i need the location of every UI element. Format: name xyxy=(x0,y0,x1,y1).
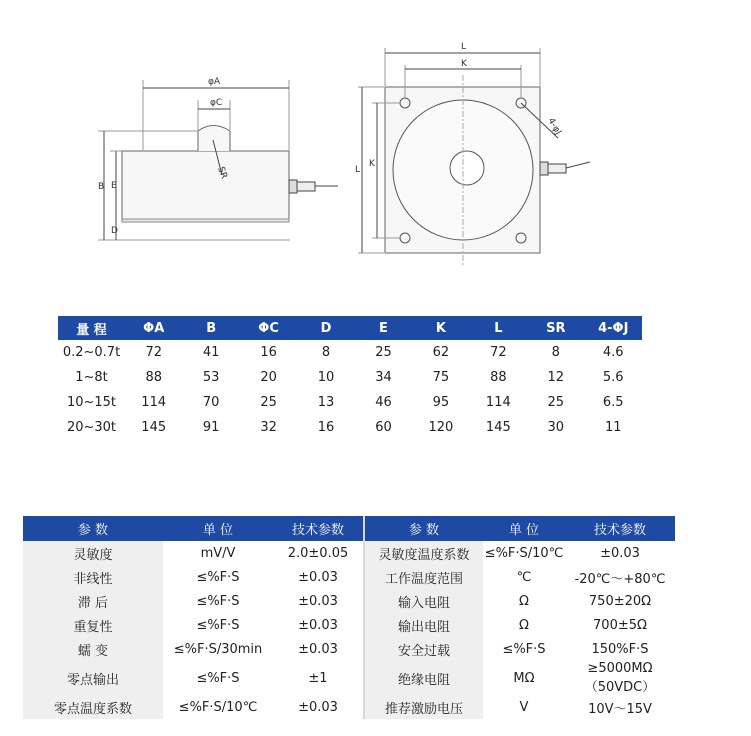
unit-cell: V xyxy=(483,695,565,719)
unit-cell: MΩ xyxy=(483,661,565,695)
header-unit-left: 单 位 xyxy=(163,516,273,541)
dim-label-d: D xyxy=(111,226,118,236)
value-cell: ±0.03 xyxy=(273,637,363,661)
unit-cell: mV/V xyxy=(163,541,273,565)
param-label: 输出电阻 xyxy=(365,613,483,637)
dim-label-hole: 4-φJ xyxy=(545,116,563,137)
dim-label-b: B xyxy=(98,182,105,192)
param-label: 输入电阻 xyxy=(365,589,483,613)
value-cell: ≥5000MΩ（50VDC） xyxy=(565,661,675,695)
value-cell: ±0.03 xyxy=(565,541,675,565)
table-row xyxy=(58,365,642,390)
unit-cell: ≤%F·S xyxy=(163,565,273,589)
header-value-right: 技术参数 xyxy=(565,516,675,541)
cell: 95 xyxy=(432,395,450,410)
cell: 70 xyxy=(202,395,220,410)
table-row xyxy=(23,541,675,565)
cell: 72 xyxy=(145,345,162,360)
cell: 145 xyxy=(485,420,511,435)
header-phi-c: ΦC xyxy=(240,316,297,340)
header-param-right: 参 数 xyxy=(365,516,483,541)
cell: 25 xyxy=(547,395,565,410)
header-b: B xyxy=(182,316,239,340)
unit-cell: Ω xyxy=(483,589,565,613)
dim-label-k-side: K xyxy=(369,159,375,169)
cell: 114 xyxy=(485,395,511,410)
dim-label-k-top: K xyxy=(461,59,467,69)
value-cell: 700±5Ω xyxy=(565,613,675,637)
value-cell: ±1 xyxy=(273,661,363,695)
table-row xyxy=(58,415,642,440)
value-cell: 10V～15V xyxy=(565,695,675,719)
table-row xyxy=(23,695,675,719)
cell: 16 xyxy=(260,345,277,360)
value-cell: -20℃～+80℃ xyxy=(565,565,675,589)
cell: 25 xyxy=(260,395,277,410)
table-row xyxy=(58,340,642,365)
header-hole: 4-ΦJ xyxy=(585,316,643,340)
unit-cell: Ω xyxy=(483,613,565,637)
dim-label-phi-c: φC xyxy=(210,98,223,108)
cell: 53 xyxy=(202,370,220,385)
cell: 32 xyxy=(260,420,277,435)
table-row xyxy=(58,390,642,415)
cell: 16 xyxy=(317,420,335,435)
cell: 75 xyxy=(432,370,450,385)
header-phi-a: ΦA xyxy=(125,316,182,340)
table-header-row xyxy=(23,516,675,541)
param-label: 非线性 xyxy=(23,565,163,589)
unit-cell: ≤%F·S/10℃ xyxy=(163,695,273,719)
cell: 11 xyxy=(604,420,622,435)
cell: 1~8t xyxy=(75,370,108,385)
cell: 8 xyxy=(321,345,331,360)
cell: 91 xyxy=(202,420,220,435)
cell: 10~15t xyxy=(66,395,117,410)
value-cell: 750±20Ω xyxy=(565,589,675,613)
param-label: 推荐激励电压 xyxy=(365,695,483,719)
cell: 20 xyxy=(260,370,277,385)
dimensions-table xyxy=(58,316,642,440)
table-header-row xyxy=(58,316,642,340)
unit-cell: ≤%F·S xyxy=(163,661,273,695)
cell: 8 xyxy=(551,345,560,360)
cell: 88 xyxy=(490,370,507,385)
unit-cell: ≤%F·S/30min xyxy=(163,637,273,661)
value-cell: ±0.03 xyxy=(273,695,363,719)
param-label: 灵敏度温度系数 xyxy=(365,541,483,565)
cell: 4.6 xyxy=(602,345,624,360)
cell: 88 xyxy=(145,370,162,385)
value-cell: 150%F·S xyxy=(565,637,675,661)
cell: 62 xyxy=(432,345,450,360)
param-label: 灵敏度 xyxy=(23,541,163,565)
header-range: 量 程 xyxy=(58,316,125,340)
unit-cell: ℃ xyxy=(483,565,565,589)
dim-label-sr: SR xyxy=(215,165,229,181)
unit-cell: ≤%F·S xyxy=(163,613,273,637)
header-sr: SR xyxy=(527,316,584,340)
value-cell: ±0.03 xyxy=(273,565,363,589)
dim-label-l-side: L xyxy=(355,165,361,175)
table-row xyxy=(23,637,675,661)
cell: 120 xyxy=(428,420,454,435)
cell: 72 xyxy=(490,345,507,360)
value-cell: 2.0±0.05 xyxy=(273,541,363,565)
cell: 10 xyxy=(317,370,335,385)
param-label: 工作温度范围 xyxy=(365,565,483,589)
table-row xyxy=(23,565,675,589)
unit-cell: ≤%F·S xyxy=(483,637,565,661)
dim-label-l-top: L xyxy=(461,42,467,52)
param-label: 零点温度系数 xyxy=(23,695,163,719)
cell: 46 xyxy=(375,395,392,410)
header-unit-right: 单 位 xyxy=(483,516,565,541)
header-d: D xyxy=(297,316,354,340)
header-l: L xyxy=(470,316,527,340)
value-cell: ±0.03 xyxy=(273,589,363,613)
cell: 41 xyxy=(202,345,220,360)
value-cell: ±0.03 xyxy=(273,613,363,637)
cell: 114 xyxy=(141,395,167,410)
cell: 5.6 xyxy=(602,370,624,385)
cell: 30 xyxy=(547,420,565,435)
param-label: 滞 后 xyxy=(23,589,163,613)
table-row xyxy=(23,661,675,695)
table-row xyxy=(23,613,675,637)
cell: 13 xyxy=(317,395,335,410)
unit-cell: ≤%F·S xyxy=(163,589,273,613)
param-label: 蠕 变 xyxy=(23,637,163,661)
technical-drawings xyxy=(0,0,751,300)
cell: 34 xyxy=(375,370,392,385)
table-row xyxy=(23,589,675,613)
cell: 12 xyxy=(547,370,565,385)
param-label: 零点输出 xyxy=(23,661,163,695)
cell: 0.2~0.7t xyxy=(62,345,121,360)
header-param-left: 参 数 xyxy=(23,516,163,541)
param-label: 重复性 xyxy=(23,613,163,637)
header-e: E xyxy=(355,316,412,340)
specifications-table xyxy=(23,516,675,719)
param-label: 绝缘电阻 xyxy=(365,661,483,695)
header-k: K xyxy=(412,316,469,340)
top-view-drawing xyxy=(358,48,590,265)
cell: 60 xyxy=(375,420,392,435)
dim-label-e: E xyxy=(111,181,117,191)
unit-cell: ≤%F·S/10℃ xyxy=(483,541,565,565)
param-label: 安全过载 xyxy=(365,637,483,661)
cell: 20~30t xyxy=(66,420,117,435)
cell: 145 xyxy=(141,420,167,435)
cell: 6.5 xyxy=(602,395,624,410)
header-value-left: 技术参数 xyxy=(273,516,363,541)
dim-label-phi-a: φA xyxy=(208,77,221,87)
cell: 25 xyxy=(375,345,392,360)
